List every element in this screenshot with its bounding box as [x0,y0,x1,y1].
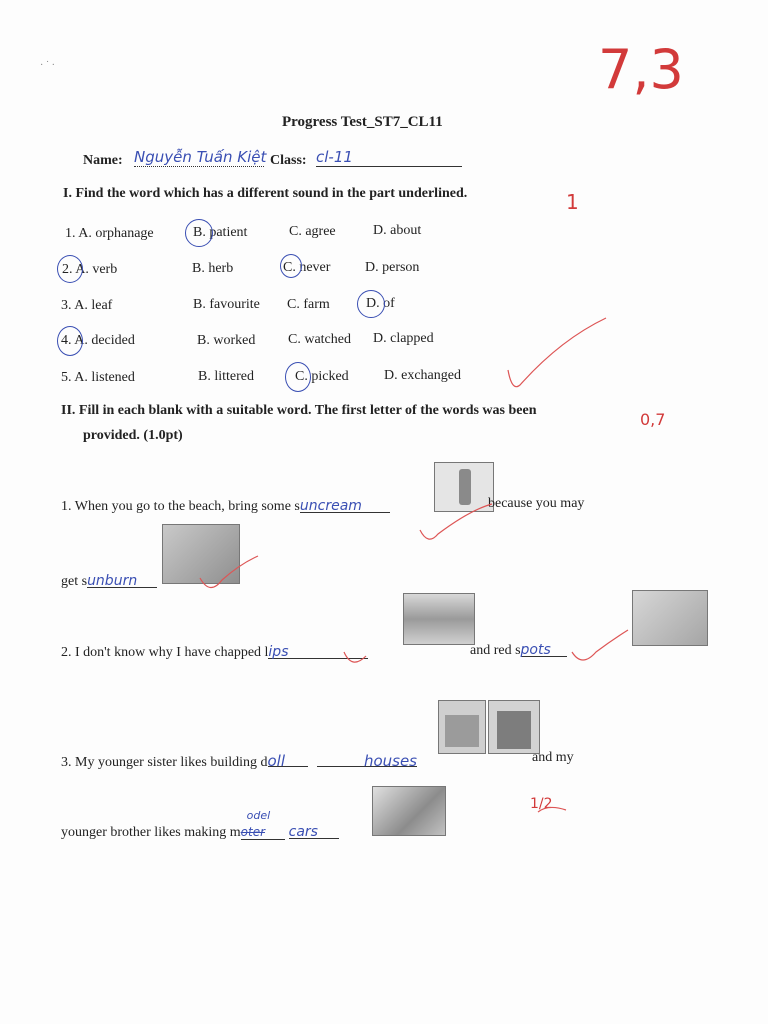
section2-mark: 0,7 [640,410,666,429]
q2-text: 2. I don't know why I have chapped l [61,645,269,660]
q4-option-d: D. clapped [373,331,434,346]
tick-q1b [200,556,258,588]
q2-option-d: D. person [365,260,420,275]
name-value: Nguyễn Tuấn Kiệt [134,148,267,166]
tick-q2 [344,652,366,662]
tick-section1 [508,318,606,387]
score-mark: 7,3 [598,38,684,101]
q1b-answer: unburn [87,573,157,588]
section2-heading-line1: II. Fill in each blank with a suitable word. The first letter of the words was been [61,403,537,418]
q2-option-b: B. herb [192,261,234,276]
stray-marks: · ˙ · [40,60,55,71]
q1-option-c: C. agree [289,224,336,239]
tick-q1 [420,504,492,539]
q5-option-d: D. exchanged [384,368,461,383]
q4-option-a: 4. A. decided [61,333,135,348]
q3-option-a: 3. A. leaf [61,298,113,313]
q1b-text: get s [61,574,88,589]
q5-option-a: 5. A. listened [61,370,135,385]
q3-after: and my [532,750,574,765]
q2-mid-text: and red s [470,643,521,658]
q3b-answer-struck: oter [240,825,266,839]
q2-option-a: 2. A. verb [62,262,118,277]
section1-mark: 1 [566,190,579,214]
q3-option-d: D. of [366,296,395,311]
q3-answer2: houses [317,752,417,767]
tick-q3 [538,807,566,812]
page-title: Progress Test_ST7_CL11 [282,114,443,130]
q3-option-c: C. farm [287,297,330,312]
q3-mark: 1/2 [530,796,553,812]
q2-answer: ips [268,644,368,659]
q3b-answer-above: odel [246,809,271,822]
section2-heading-line2: provided. (1.0pt) [83,428,183,443]
q3b-answer2: cars [289,824,339,839]
tick-q2b [572,630,628,660]
class-value: cl-11 [316,148,462,167]
q1-after: because you may [488,496,585,511]
q5-option-c: C. picked [295,369,349,384]
name-label: Name: [83,153,123,168]
class-label: Class: [270,153,307,168]
q4-option-b: B. worked [197,333,256,348]
section1-heading: I. Find the word which has a different sound in the part underlined. [63,186,468,201]
q1-option-a: 1. A. orphanage [65,226,154,241]
q3-answer: oll [268,752,308,767]
q2-answer2: pots [521,642,567,657]
q1-answer: uncream [300,498,390,513]
q3-option-b: B. favourite [193,297,260,312]
q1-option-b: B. patient [193,225,248,240]
q4-option-c: C. watched [288,332,351,347]
q2-option-c: C. never [283,260,331,275]
q3b-text: younger brother likes making m [61,825,241,840]
q1-text: 1. When you go to the beach, bring some s [61,499,300,514]
q1-option-d: D. about [373,223,422,238]
q3-text: 3. My younger sister likes building d [61,755,268,770]
q5-option-b: B. littered [198,369,254,384]
